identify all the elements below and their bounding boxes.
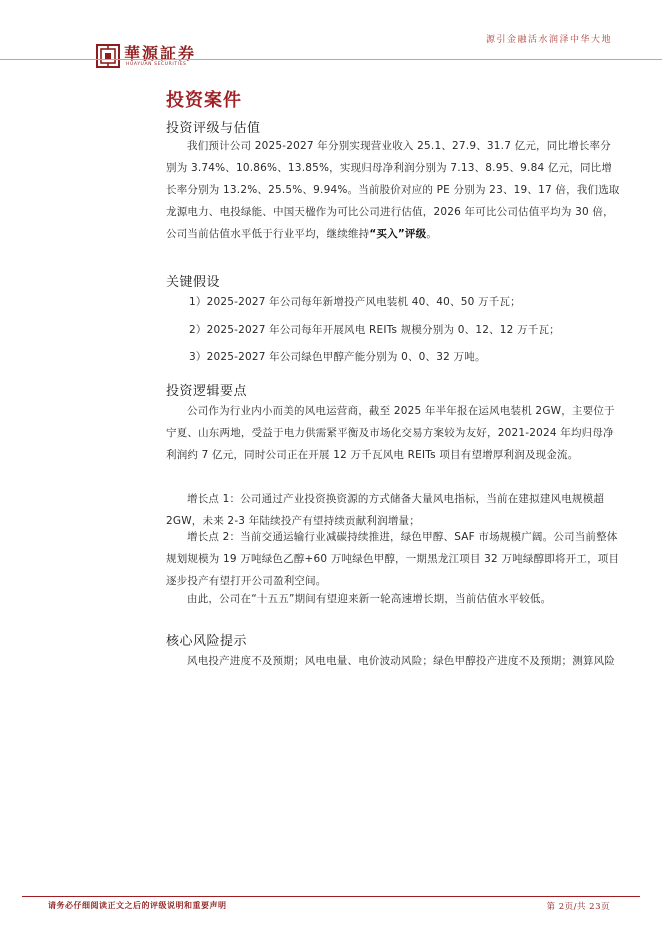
- logic-heading: 投资逻辑要点: [166, 384, 248, 399]
- footer-disclaimer: 请务必仔细阅读正文之后的评级说明和重要声明: [48, 900, 227, 910]
- assumption-item: 2）2025-2027 年公司每年开展风电 REITs 规模分别为 0、12、12 万千瓦；: [189, 324, 560, 336]
- logo-mark-icon: [96, 44, 120, 68]
- rating-text-end: 。: [426, 228, 438, 240]
- section-title: 投资案件: [166, 90, 242, 111]
- page-header: [0, 0, 662, 80]
- footer-divider: [22, 896, 640, 897]
- logo-chinese-name: 華源証券: [124, 43, 197, 63]
- risks-heading: 核心风险提示: [166, 634, 248, 649]
- logic-paragraph: 公司作为行业内小而美的风电运营商，截至 2025 年半年报在运风电装机 2GW，主要位于宁夏、山东两地，受益于电力供需紧平衡及市场化交易方案较为友好，2021-2024 年均归母净利润约 7 亿元，同时公司正在开展 12 万千瓦风电 REITs 项目有望增厚利润及现金流。: [166, 405, 615, 461]
- risks-paragraph: 风电投产进度不及预期；风电电量、电价波动风险；绿色甲醇投产进度不及预期；测算风险: [187, 655, 615, 667]
- page-number: 第 2页/共 23页: [546, 902, 610, 912]
- company-logo: [96, 42, 196, 70]
- logic-paragraph: 增长点 1：公司通过产业投资换资源的方式储备大量风电指标，当前在建拟建风电规模超 2GW，未来 2-3 年陆续投产有望持续贡献利润增量；: [166, 493, 605, 527]
- rating-text: 我们预计公司 2025-2027 年分别实现营业收入 25.1、27.9、31.7 亿元，同比增长率分别为 3.74%、10.86%、13.85%，实现归母净利润分别为 7.13、8.95、9.84 亿元，同比增长率分别为 13.2%、25.5%、9.94%。当前股价对应的 PE 分别为 23、19、17 倍，我们选取龙源电力、电投绿能、中国天楹作为可比公司进行估值，2026 年可比公司估值平均为 30 倍，公司当前估值水平低于行业平均，继续维持: [166, 140, 620, 240]
- logo-english-name: HUAYUAN SECURITIES: [126, 61, 187, 67]
- rating-emphasis: “买入”评级: [369, 228, 427, 240]
- assumptions-heading: 关键假设: [166, 275, 221, 290]
- rating-heading: 投资评级与估值: [166, 121, 261, 136]
- rating-paragraph: [166, 135, 621, 245]
- assumption-item: 3）2025-2027 年公司绿色甲醇产能分别为 0、0、32 万吨。: [189, 351, 486, 363]
- header-slogan: 源引金融活水润泽中华大地: [485, 35, 612, 45]
- logic-paragraph: 增长点 2：当前交通运输行业减碳持续推进，绿色甲醇、SAF 市场规模广阔。公司当前整体规划规模为 19 万吨绿色乙醇+60 万吨绿色甲醇，一期黑龙江项目 32 万吨绿醇即将开工，项目逐步投产有望打开公司盈利空间。: [166, 531, 620, 587]
- header-divider: [0, 59, 662, 60]
- assumption-item: 1）2025-2027 年公司每年新增投产风电装机 40、40、50 万千瓦；: [189, 296, 521, 308]
- logic-paragraph: 由此，公司在“十五五”期间有望迎来新一轮高速增长期，当前估值水平较低。: [187, 593, 552, 605]
